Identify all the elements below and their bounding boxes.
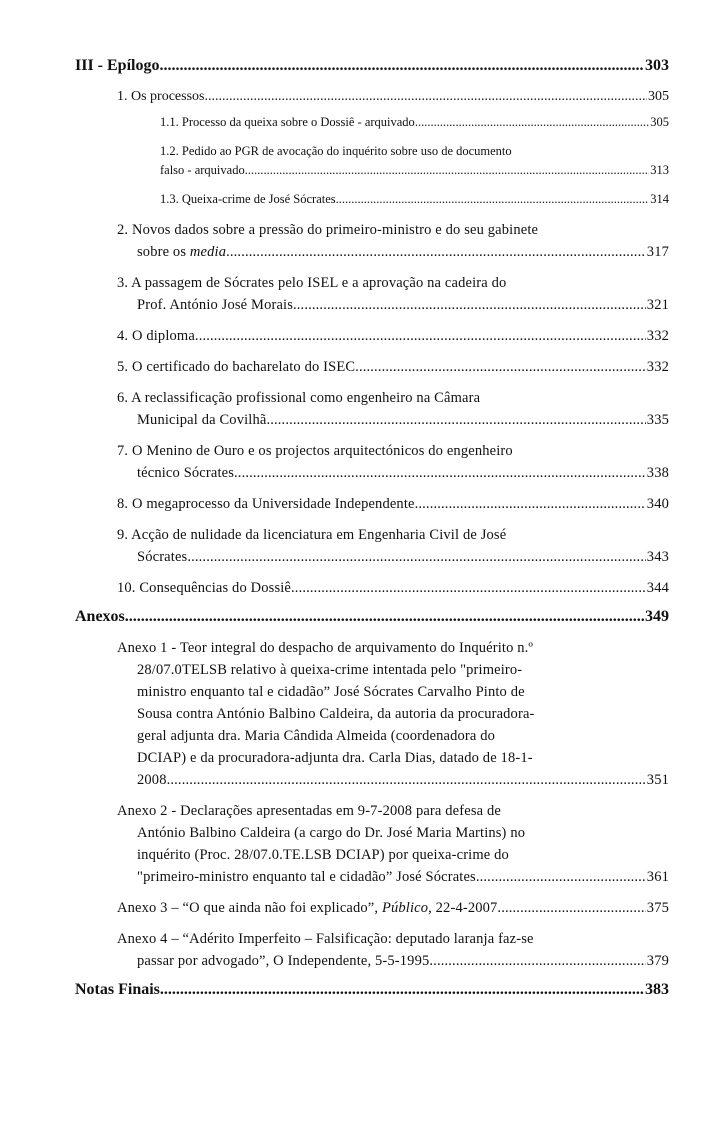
toc-title-line: passar por advogado”, O Independente, 5-5-1995 [137, 953, 430, 969]
toc-title-line: 2008 [137, 772, 167, 788]
toc-title-line: falso - arquivado [160, 163, 245, 177]
toc-leader [355, 356, 646, 378]
toc-leader [429, 950, 645, 972]
toc-title-line: Anexo 2 - Declarações apresentadas em 9-7-2008 para defesa de [117, 803, 501, 819]
toc-title: 5. O certificado do bacharelato do ISEC [117, 359, 356, 375]
toc-text: Anexo 3 – “O que ainda não foi explicado”, [117, 900, 382, 916]
toc-page: 338 [646, 465, 669, 481]
toc-leader [195, 325, 646, 347]
toc-page: 343 [646, 549, 669, 565]
toc-leader [234, 462, 646, 484]
toc-title-line: inquérito (Proc. 28/07.0.TE.LSB DCIAP) por queixa-crime do [137, 847, 509, 863]
toc-leader [125, 608, 644, 626]
toc-subsection-1-2 [160, 142, 669, 180]
toc-title-line: António Balbino Caldeira (a cargo do Dr. José Maria Martins) no [137, 825, 526, 841]
toc-section-2 [117, 219, 669, 263]
toc-title-line: Anexo 1 - Teor integral do despacho de arquivamento do Inquérito n.º [117, 640, 534, 656]
toc-annex-2 [117, 800, 669, 888]
toc-leader [167, 769, 646, 791]
toc-title: 10. Consequências do Dossiê [117, 580, 292, 596]
toc-title: Anexos [75, 608, 125, 625]
toc-title-line: 6. A reclassificação profissional como engenheiro na Câmara [117, 390, 481, 406]
toc-annex-1 [117, 637, 669, 791]
toc-section-3 [117, 272, 669, 316]
toc-leader [226, 241, 646, 263]
toc-page: 349 [645, 608, 669, 625]
toc-italic-text: media [189, 244, 227, 260]
toc-title-line: 2. Novos dados sobre a pressão do primeiro-ministro e do seu gabinete [117, 222, 539, 238]
toc-text: , 22-4-2007 [428, 900, 498, 916]
toc-title-line: ministro enquanto tal e cidadão” José Sócrates Carvalho Pinto de [137, 684, 525, 700]
toc-section-5 [117, 356, 669, 378]
toc-leader [336, 190, 650, 209]
toc-page: 344 [646, 580, 669, 596]
toc-leader [205, 89, 648, 105]
toc-subsection-1-3 [160, 190, 669, 209]
toc-title-line: 3. A passagem de Sócrates pelo ISEL e a aprovação na cadeira do [117, 275, 507, 291]
toc-title: 1. Os processos [117, 89, 205, 104]
toc-section-8 [117, 493, 669, 515]
toc-leader [291, 577, 646, 599]
toc-section-10 [117, 577, 669, 599]
toc-leader [160, 981, 644, 999]
toc-page: 321 [646, 297, 669, 313]
toc-page: 361 [646, 869, 669, 885]
table-of-contents [75, 57, 669, 999]
toc-page: 340 [646, 496, 669, 512]
toc-annex-3 [117, 897, 669, 919]
toc-page: 314 [650, 192, 669, 206]
toc-title: III - Epílogo [75, 57, 160, 74]
toc-leader [293, 294, 646, 316]
toc-leader [266, 409, 645, 431]
toc-page: 303 [645, 57, 669, 74]
toc-title-line: Municipal da Covilhã [137, 412, 267, 428]
toc-section-1 [117, 89, 669, 105]
toc-page: 305 [648, 89, 669, 104]
toc-title-line: 7. O Menino de Ouro e os projectos arquitectónicos do engenheiro [117, 443, 513, 459]
toc-leader [415, 493, 646, 515]
toc-title-line: Anexo 4 – “Adérito Imperfeito – Falsificação: deputado laranja faz-se [117, 931, 534, 947]
toc-section-4 [117, 325, 669, 347]
toc-part-notas-finais [75, 981, 669, 999]
toc-leader [245, 161, 650, 180]
toc-page: 383 [645, 981, 669, 998]
toc-leader [187, 546, 645, 568]
toc-subsection-1-1 [160, 113, 669, 132]
toc-title: Notas Finais [75, 981, 160, 998]
toc-leader [159, 57, 644, 75]
toc-title: 1.3. Queixa-crime de José Sócrates [160, 192, 336, 206]
toc-title-line: geral adjunta dra. Maria Cândida Almeida (coordenadora do [137, 728, 496, 744]
toc-section-9 [117, 524, 669, 568]
toc-title-line: "primeiro-ministro enquanto tal e cidadão” José Sócrates [137, 869, 476, 885]
toc-page: 317 [646, 244, 669, 260]
toc-annex-4 [117, 928, 669, 972]
toc-title-line: técnico Sócrates [137, 465, 235, 481]
toc-page: 375 [646, 900, 669, 916]
toc-page: 313 [650, 163, 669, 177]
toc-title-line: 28/07.0TELSB relativo à queixa-crime intentada pelo "primeiro- [137, 662, 523, 678]
toc-page: 379 [646, 953, 669, 969]
toc-title: 4. O diploma [117, 328, 195, 344]
toc-page: 351 [646, 772, 669, 788]
toc-leader [476, 866, 646, 888]
toc-title-line: DCIAP) e da procuradora-adjunta dra. Carla Dias, datado de 18-1- [137, 750, 533, 766]
toc-title [117, 897, 497, 919]
toc-section-6 [117, 387, 669, 431]
toc-title-line: 9. Acção de nulidade da licenciatura em Engenharia Civil de José [117, 527, 507, 543]
toc-text: sobre os [137, 244, 190, 260]
toc-title-line: 1.2. Pedido ao PGR de avocação do inquérito sobre uso de documento [160, 144, 512, 158]
toc-italic-text: Público [381, 900, 429, 916]
toc-page: 332 [646, 359, 669, 375]
toc-part-epilogo [75, 57, 669, 75]
toc-title-line: Prof. António José Morais [137, 297, 293, 313]
toc-page: 335 [646, 412, 669, 428]
toc-title: 1.1. Processo da queixa sobre o Dossiê - arquivado [160, 115, 415, 129]
toc-leader [415, 113, 649, 132]
toc-part-anexos [75, 608, 669, 626]
toc-section-7 [117, 440, 669, 484]
toc-page: 332 [646, 328, 669, 344]
toc-title-line: Sócrates [137, 549, 188, 565]
toc-title: 8. O megaprocesso da Universidade Independente [117, 496, 415, 512]
toc-leader [497, 897, 645, 919]
toc-page: 305 [650, 115, 669, 129]
toc-title-line: Sousa contra António Balbino Caldeira, da autoria da procuradora- [137, 706, 535, 722]
toc-title-line [137, 241, 226, 263]
